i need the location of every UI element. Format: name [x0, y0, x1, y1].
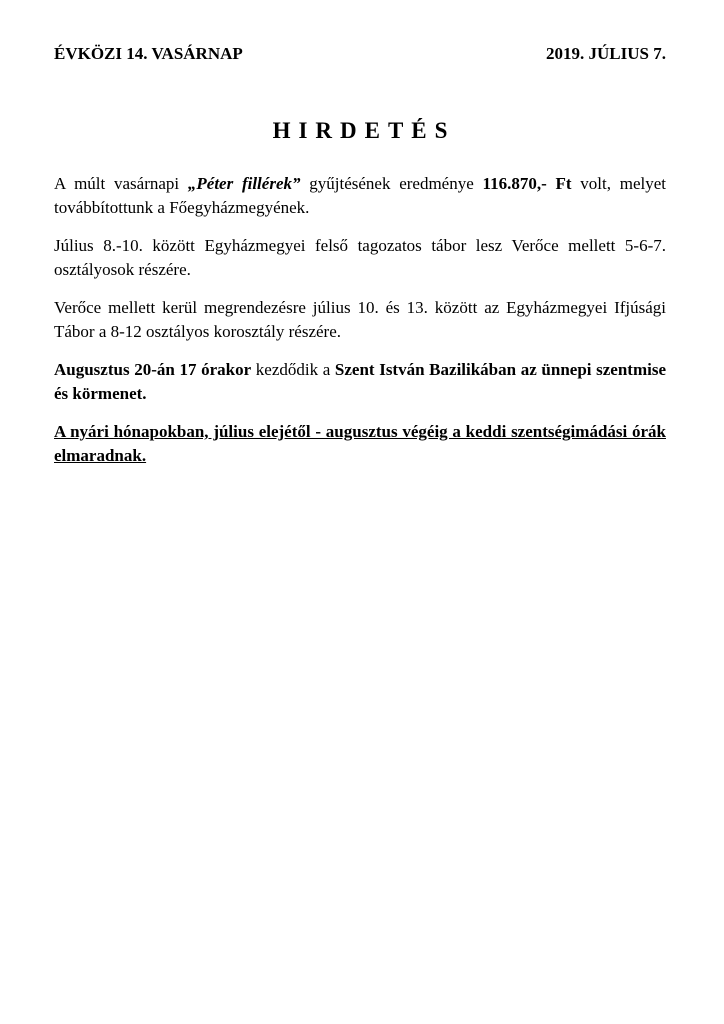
liturgical-day: ÉVKÖZI 14. VASÁRNAP: [54, 44, 243, 63]
announcement-4: [54, 358, 666, 406]
announcement-5: [54, 420, 666, 468]
announcement-1-text-a: A múlt vasárnapi: [54, 174, 188, 193]
header-row: [54, 42, 666, 66]
announcement-5-text: A nyári hónapokban, július elejétől - augusztus végéig a keddi szentségimádási órák elmaradnak.: [54, 422, 666, 465]
announcement-1-text-c: gyűjtésének eredménye: [300, 174, 483, 193]
announcement-4-event: Szent István Bazilikában az ünnepi szentmise és körmenet.: [54, 360, 666, 403]
announcement-4-date: Augusztus 20-án 17 órakor: [54, 360, 252, 379]
date: 2019. JÚLIUS 7.: [546, 44, 666, 63]
collection-name: „Péter fillérek”: [187, 174, 301, 193]
collection-amount: 116.870,- Ft: [482, 174, 572, 193]
document-page: [54, 42, 666, 482]
announcement-1-text-e: volt, melyet továbbítottunk a Főegyházmegyének.: [54, 174, 666, 217]
announcement-1: [54, 172, 666, 220]
announcement-3: Verőce mellett kerül megrendezésre július 10. és 13. között az Egyházmegyei Ifjúsági Tábor a 8-12 osztályos korosztály részére.: [54, 298, 666, 341]
announcement-4-text-b: kezdődik a: [251, 360, 335, 379]
page-title: HIRDETÉS: [272, 118, 456, 143]
announcement-2: Július 8.-10. között Egyházmegyei felső tagozatos tábor lesz Verőce mellett 5-6-7. osztályosok részére.: [54, 236, 666, 279]
